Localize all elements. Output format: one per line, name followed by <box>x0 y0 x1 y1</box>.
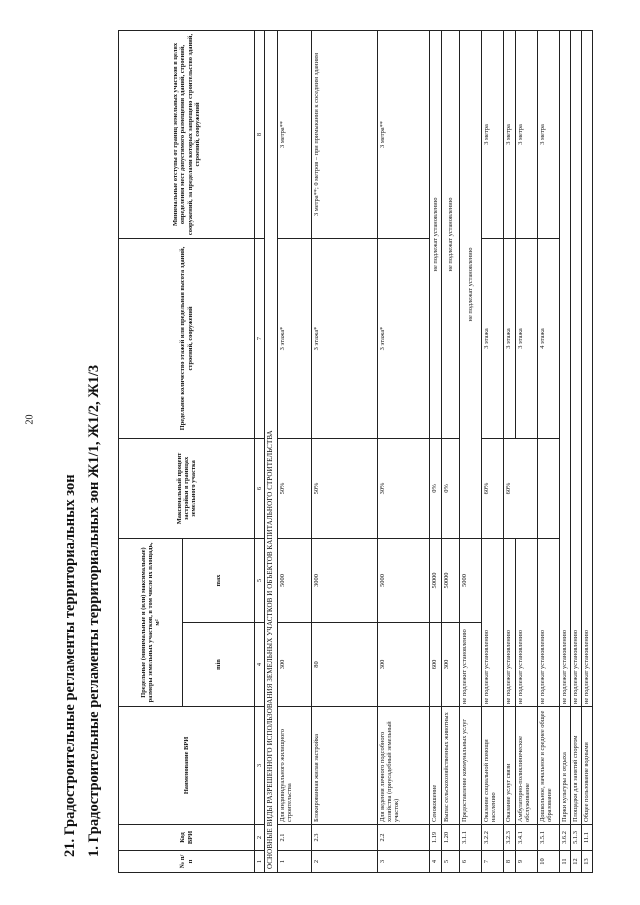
table-cell: 2 <box>312 851 378 873</box>
table-cell: 60% <box>482 438 504 538</box>
table-cell: не подлежат установлению <box>504 538 516 706</box>
table-cell: 9 <box>516 851 538 873</box>
table-cell: 60% <box>504 438 538 538</box>
table-cell: 1 <box>278 851 312 873</box>
table-cell: 3 метра <box>504 30 516 238</box>
table-cell: 3 метра <box>516 30 538 238</box>
table-cell: 3000 <box>312 538 378 622</box>
document-subtitle: 1. Градостроительные регламенты территориальных зон Ж1/1, Ж1/2, Ж1/3 <box>86 364 102 857</box>
table-cell: 3 метра <box>482 30 504 238</box>
table-row <box>482 30 504 872</box>
table-cell: 4 <box>255 623 265 707</box>
section-title: ОСНОВНЫЕ ВИДЫ РАЗРЕШЕННОГО ИСПОЛЬЗОВАНИЯ ЗЕМЕЛЬНЫХ УЧАСТКОВ И ОБЪЕКТОВ КАПИТАЛЬНОГО СТРОИТЕЛЬСТВА <box>265 30 278 872</box>
table-cell: 3 метра** <box>378 30 430 238</box>
header-floors: Предельное количество этажей или предельная высота зданий, строений, сооружений <box>119 238 255 438</box>
table-cell: Оказание социальной помощи населению <box>482 707 504 825</box>
table-cell: не подлежат установлению <box>538 538 560 706</box>
rotated-page <box>44 17 604 887</box>
header-percent: Максимальный процент застройки в границах земельного участка <box>119 438 255 538</box>
table-cell: 7 <box>255 238 265 438</box>
table-cell: не подлежат установлению <box>571 30 582 706</box>
table-row <box>538 30 560 872</box>
table-cell: не подлежат установлению <box>460 30 482 538</box>
table-cell: не подлежат установлению <box>582 30 593 706</box>
table-cell: 5000 <box>278 538 312 622</box>
header-code: Код ВРИ <box>119 825 255 851</box>
table-cell: 3 этажа <box>516 238 538 438</box>
table-row <box>430 30 442 872</box>
table-cell: не подлежит установлению <box>460 623 482 707</box>
table-row <box>255 30 265 872</box>
table-row <box>560 30 571 872</box>
table-cell: 10 <box>538 851 560 873</box>
table-row <box>378 30 430 872</box>
page-number: 20 <box>24 414 36 425</box>
table-cell: 8 <box>255 30 265 238</box>
table-cell: 3 <box>378 851 430 873</box>
table-cell: 3 метра <box>538 30 560 238</box>
regulations-table <box>118 30 593 873</box>
table-cell: Для индивидуального жилищного строительства <box>278 707 312 825</box>
table-cell: 600 <box>430 623 442 707</box>
table-cell: не подлежат установлению <box>430 30 442 438</box>
table-cell: Для ведения личного подсобного хозяйства (приусадебный земельный участок) <box>378 707 430 825</box>
table-row <box>460 30 482 872</box>
table-cell: Амбулаторно-поликлиническое обслуживание <box>516 707 538 825</box>
table-cell: не подлежат установлению <box>442 30 460 438</box>
document-title: 21. Градостроительные регламенты территориальных зон <box>62 474 78 857</box>
header-num: № п/п <box>119 851 255 873</box>
table-cell: 12 <box>571 851 582 873</box>
table-cell: 4 этажа <box>538 238 560 438</box>
table-cell: 11.1 <box>582 825 593 851</box>
table-cell: 2 <box>255 825 265 851</box>
table-cell: 1.19 <box>430 825 442 851</box>
table-cell: 3 <box>255 707 265 825</box>
table-cell: 8 <box>504 851 516 873</box>
table-cell: Сенокошение <box>430 707 442 825</box>
table-cell: 80 <box>312 623 378 707</box>
table-cell: 3.2.2 <box>482 825 504 851</box>
table-cell: 50% <box>312 438 378 538</box>
table-cell: 1 <box>255 851 265 873</box>
table-cell <box>538 438 560 538</box>
table-cell: 5000 <box>460 538 482 622</box>
table-cell: 3 метра**; 0 метров – при примыкании к соседним зданиям <box>312 30 378 238</box>
table-cell: 300 <box>442 623 460 707</box>
table-row <box>571 30 582 872</box>
header-max: max <box>183 538 255 622</box>
table-cell: 2.1 <box>278 825 312 851</box>
table-cell: не подлежат установлению <box>482 538 504 706</box>
table-cell: 3 метра** <box>278 30 312 238</box>
table-cell: Блокированная жилая застройка <box>312 707 378 825</box>
table-cell: 6 <box>460 851 482 873</box>
table-cell: 3 этажа* <box>312 238 378 438</box>
table-cell: Дошкольное, начальное и среднее общее образование <box>538 707 560 825</box>
table-row <box>504 30 516 872</box>
table-cell: Оказание услуг связи <box>504 707 516 825</box>
table-cell: Площадки для занятий спортом <box>571 707 582 825</box>
table-cell: 5 <box>442 851 460 873</box>
table-cell: 3 этажа <box>482 238 504 438</box>
header-sizes: Предельные (минимальные и (или) максимальные) размеры земельных участков, в том числе их площадь, м² <box>119 538 183 706</box>
table-cell: 3 этажа* <box>378 238 430 438</box>
table-cell: 3 этажа* <box>278 238 312 438</box>
table-cell: 0% <box>430 438 442 538</box>
table-cell: 3.2.3 <box>504 825 516 851</box>
table-cell: 50000 <box>442 538 460 622</box>
table-cell: 30% <box>378 438 430 538</box>
table-cell: Парки культуры и отдыха <box>560 707 571 825</box>
table-cell: Выпас сельскохозяйственных животных <box>442 707 460 825</box>
table-cell: 6 <box>255 438 265 538</box>
table-cell: 3.6.2 <box>560 825 571 851</box>
table-cell: 2.3 <box>312 825 378 851</box>
table-cell: 5 <box>255 538 265 622</box>
section-row <box>265 30 278 872</box>
header-setback: Минимальные отступы от границ земельных участков в целях определения мест допустимого размещения зданий, строений, сооружений, за пределами которых запрещено строительство зданий, строений, сооружений <box>119 30 255 238</box>
table-cell: 50% <box>278 438 312 538</box>
table-cell: 300 <box>378 623 430 707</box>
table-row <box>312 30 378 872</box>
table-row <box>442 30 460 872</box>
header-min: min <box>183 623 255 707</box>
table-cell: 5000 <box>378 538 430 622</box>
table-cell: Общее пользование водными <box>582 707 593 825</box>
table-cell: 50000 <box>430 538 442 622</box>
table-cell: 5.1.3 <box>571 825 582 851</box>
table-cell: 11 <box>560 851 571 873</box>
table-cell: Предоставление коммунальных услуг <box>460 707 482 825</box>
table-row <box>278 30 312 872</box>
table-cell: 3.1.1 <box>460 825 482 851</box>
table-cell: 7 <box>482 851 504 873</box>
table-cell: не подлежат установлению <box>560 30 571 706</box>
table-row <box>582 30 593 872</box>
table-cell: 1.20 <box>442 825 460 851</box>
table-cell: 2.2 <box>378 825 430 851</box>
table-cell: 3.5.1 <box>538 825 560 851</box>
table-cell: 0% <box>442 438 460 538</box>
table-cell: не подлежат установлению <box>516 538 538 706</box>
header-name: Наименование ВРИ <box>119 707 255 825</box>
table-cell: 3 этажа <box>504 238 516 438</box>
table-cell: 300 <box>278 623 312 707</box>
table-cell: 3.4.1 <box>516 825 538 851</box>
table-cell: 4 <box>430 851 442 873</box>
table-cell: 13 <box>582 851 593 873</box>
